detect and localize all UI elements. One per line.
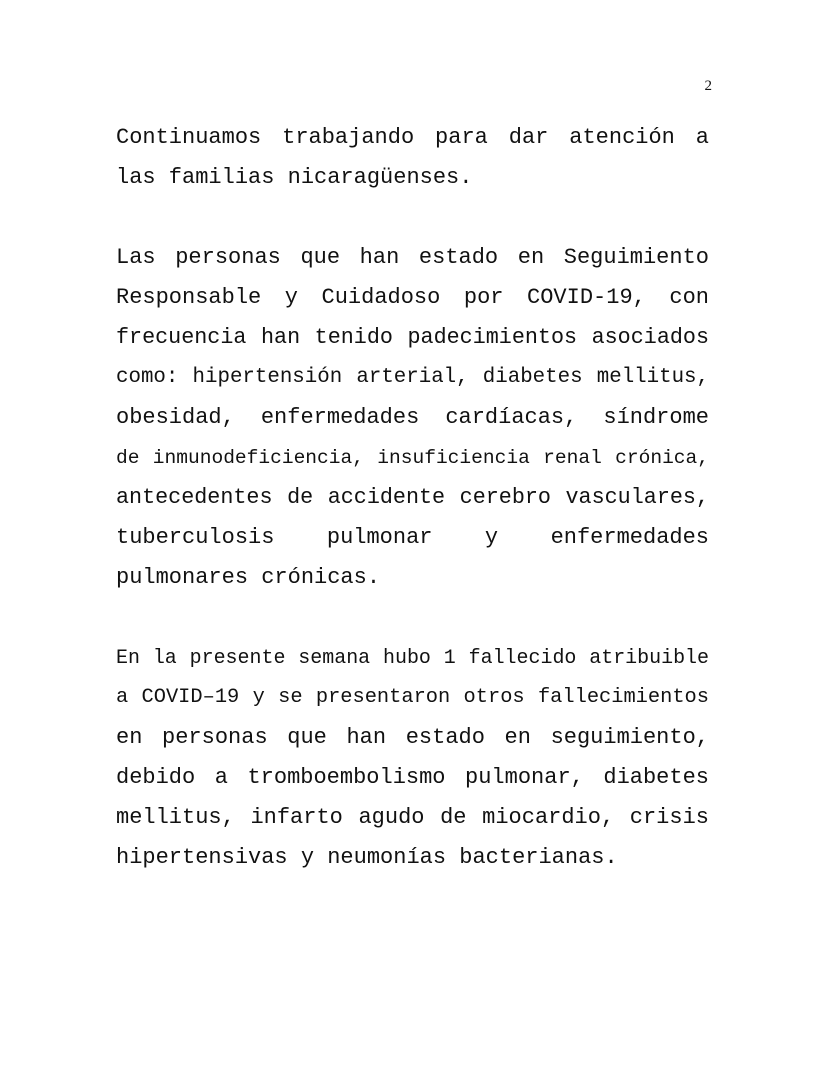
text-line: pulmonares crónicas. bbox=[116, 565, 381, 590]
text-line: de inmunodeficiencia, insuficiencia renal crónica, bbox=[116, 447, 709, 469]
text-line: en personas que han estado en seguimiento, bbox=[116, 725, 709, 750]
text-line: debido a tromboembolismo pulmonar, diabetes bbox=[116, 765, 709, 790]
text-line: como: hipertensión arterial, diabetes mellitus, bbox=[116, 366, 709, 389]
text-line: hipertensivas y neumonías bacterianas. bbox=[116, 845, 618, 870]
paragraph-deaths bbox=[116, 638, 709, 878]
text-line: a COVID–19 y se presentaron otros fallecimientos bbox=[116, 686, 709, 709]
text-line: Continuamos trabajando para dar atención a bbox=[116, 125, 709, 150]
text-line: las familias nicaragüenses. bbox=[116, 165, 473, 190]
text-line: Responsable y Cuidadoso por COVID-19, con bbox=[116, 285, 709, 310]
text-line: tuberculosis pulmonar y enfermedades bbox=[116, 525, 709, 550]
paragraph-comorbidities bbox=[116, 238, 709, 598]
text-line: obesidad, enfermedades cardíacas, síndrome bbox=[116, 405, 709, 430]
paragraph-intro bbox=[116, 118, 709, 198]
page-number: 2 bbox=[704, 78, 712, 94]
text-line: antecedentes de accidente cerebro vasculares, bbox=[116, 485, 709, 510]
document-body bbox=[116, 118, 709, 918]
text-line: Las personas que han estado en Seguimiento bbox=[116, 245, 709, 270]
text-line: frecuencia han tenido padecimientos asociados bbox=[116, 325, 709, 350]
text-line: mellitus, infarto agudo de miocardio, crisis bbox=[116, 805, 709, 830]
text-line: En la presente semana hubo 1 fallecido atribuible bbox=[116, 646, 709, 669]
